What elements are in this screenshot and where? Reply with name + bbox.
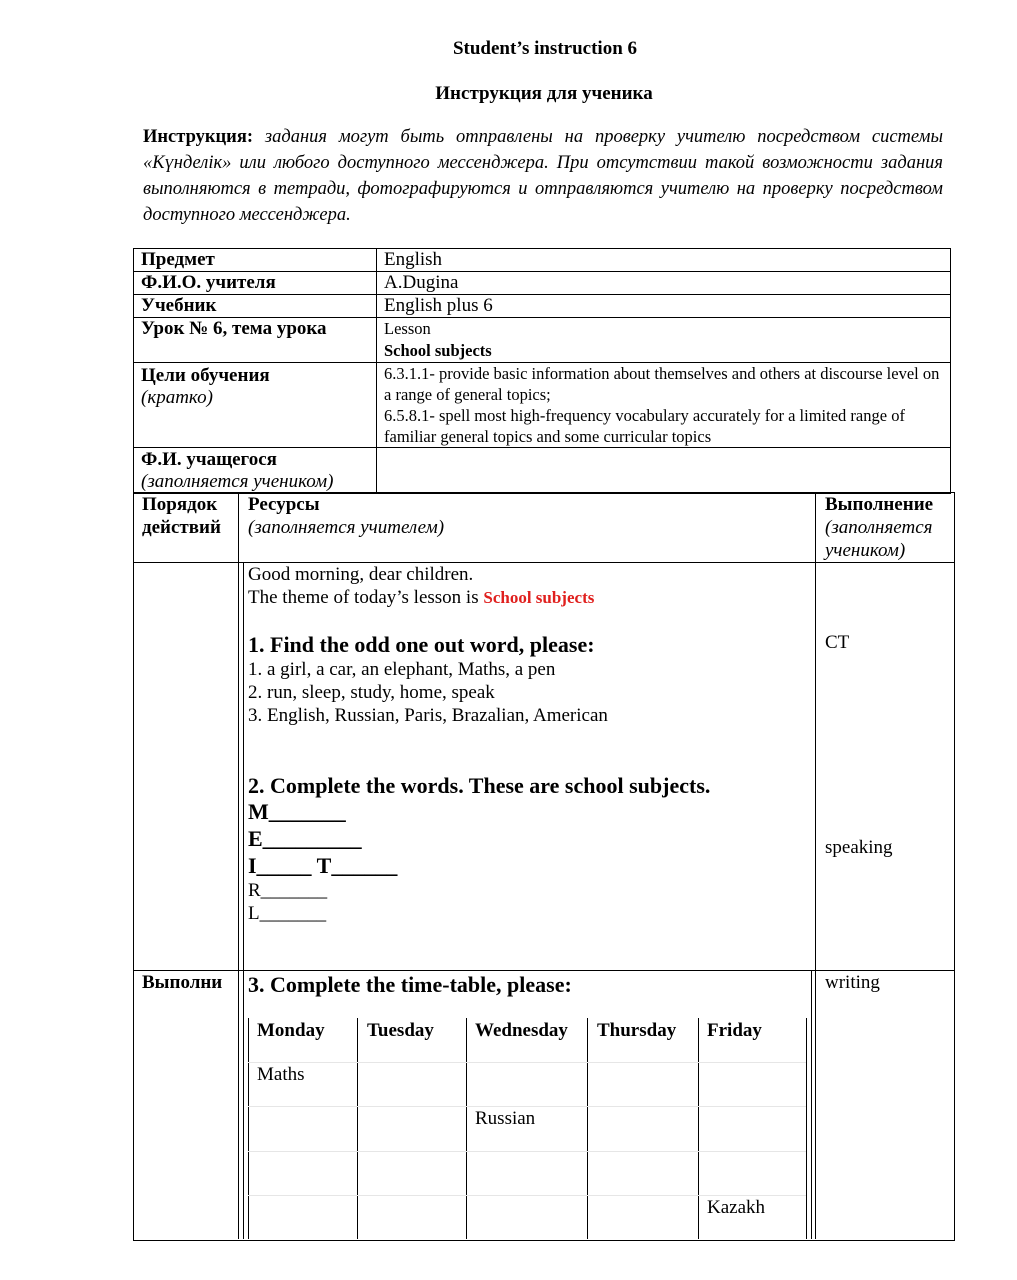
student-sublabel: (заполняется учеником) [141, 471, 334, 492]
timetable-border [587, 1018, 588, 1239]
goal-item: 6.3.1.1- provide basic information about themselves and others at discourse level on a range of general topics; [384, 364, 940, 404]
timetable-day-header: Wednesday [475, 1020, 568, 1041]
col-header-actions-line2: действий [142, 517, 221, 538]
task2-blank-word[interactable]: L_______ [248, 903, 327, 924]
student-label: Ф.И. учащегося [141, 449, 277, 470]
lesson-value [377, 318, 951, 363]
instruction-label: Инструкция: [143, 127, 254, 147]
col-header-completion: Выполнение [825, 494, 934, 515]
theme-line [248, 586, 594, 609]
inner-column-border [243, 562, 244, 1239]
col-header-actions-line1: Порядок [142, 494, 218, 515]
page-title: Student’s instruction 6 [452, 38, 638, 59]
goals-label-cell [134, 363, 377, 448]
task2-blank-word[interactable]: E_________ [248, 826, 362, 851]
instruction-text: задания могут быть отправлены на проверку учителю посредством системы «Күнделік» или любого доступного мессенджера. При отсутствии такой возможности задания выполняются в тетради, фотографируются и отправляются учителю на проверку посредством доступного мессенджера. [143, 127, 944, 225]
task2-blank-word[interactable]: M_______ [248, 799, 346, 824]
table-row [134, 448, 951, 494]
table-row [134, 318, 951, 363]
teacher-label: Ф.И.О. учителя [134, 272, 377, 295]
column-divider [238, 492, 239, 1239]
timetable-row-line [248, 1151, 806, 1152]
theme-prefix: The theme of today’s lesson is [248, 587, 479, 608]
table-row [134, 249, 951, 272]
task2-blank-word[interactable]: I_____ T______ [248, 853, 398, 878]
column-divider [815, 492, 816, 1239]
table-row [134, 363, 951, 448]
page-subtitle: Инструкция для ученика [435, 83, 653, 104]
info-table [133, 248, 951, 494]
instruction-paragraph [143, 124, 943, 228]
task3-mark: writing [825, 972, 880, 993]
inner-column-border [811, 971, 812, 1239]
timetable-day-header: Tuesday [367, 1020, 434, 1041]
goals-sublabel: (кратко) [141, 387, 213, 408]
theme-topic: School subjects [483, 588, 595, 607]
col-header-resources: Ресурсы [248, 494, 320, 515]
task2-title: 2. Complete the words. These are school subjects. [248, 773, 711, 798]
lesson-topic: School subjects [384, 341, 492, 360]
lesson-label: Урок № 6, тема урока [134, 318, 377, 363]
timetable-cell[interactable]: Maths [257, 1064, 305, 1085]
task2-mark: speaking [825, 837, 893, 858]
subject-value: English [377, 249, 951, 272]
task1-mark: CT [825, 632, 850, 653]
row3-action-label: Выполни [142, 972, 223, 993]
timetable-border [698, 1018, 699, 1239]
timetable-row-line [248, 1106, 806, 1107]
timetable-border [248, 1018, 249, 1239]
timetable-cell[interactable]: Russian [475, 1108, 536, 1129]
timetable-cell[interactable]: Kazakh [707, 1197, 766, 1218]
task1-title: 1. Find the odd one out word, please: [248, 632, 595, 657]
task3-title: 3. Complete the time-table, please: [248, 972, 572, 997]
goal-item: 6.5.8.1- spell most high-frequency vocabulary accurately for a limited range of familiar general topics and some curricular topics [384, 406, 905, 446]
timetable-day-header: Friday [707, 1020, 762, 1041]
teacher-value: A.Dugina [377, 272, 951, 295]
table-row [134, 272, 951, 295]
student-name-field[interactable] [377, 448, 951, 494]
table-row [134, 295, 951, 318]
timetable-row-line [248, 1062, 806, 1063]
task1-item: 2. run, sleep, study, home, speak [248, 682, 495, 703]
goals-label: Цели обучения [141, 365, 270, 386]
task1-item: 1. a girl, a car, an elephant, Maths, a pen [248, 659, 556, 680]
col-header-resources-note: (заполняется учителем) [248, 517, 445, 538]
textbook-value: English plus 6 [377, 295, 951, 318]
timetable-day-header: Monday [257, 1020, 325, 1041]
col-header-completion-note-line1: (заполняется [825, 517, 933, 538]
greeting-text: Good morning, dear children. [248, 564, 474, 585]
timetable-day-header: Thursday [597, 1020, 677, 1041]
textbook-label: Учебник [134, 295, 377, 318]
task1-item: 3. English, Russian, Paris, Brazalian, American [248, 705, 608, 726]
timetable-border [806, 1018, 807, 1239]
task2-blank-word[interactable]: R_______ [248, 880, 328, 901]
subject-label: Предмет [134, 249, 377, 272]
lesson-value-line1: Lesson [384, 319, 431, 338]
student-label-cell [134, 448, 377, 494]
goals-value [377, 363, 951, 448]
col-header-completion-note-line2: учеником) [825, 540, 906, 561]
timetable-row-line [248, 1195, 806, 1196]
timetable-border [466, 1018, 467, 1239]
timetable-border [357, 1018, 358, 1239]
